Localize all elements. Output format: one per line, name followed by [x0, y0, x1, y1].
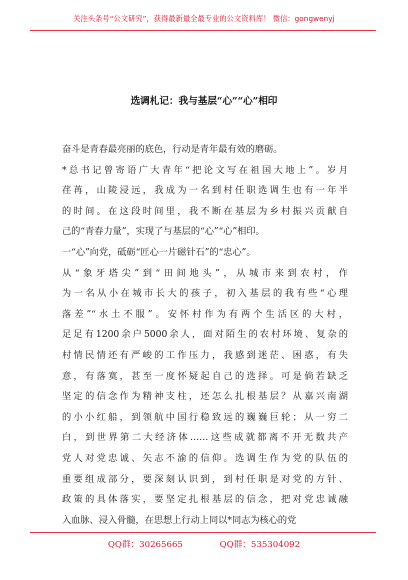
body-line: 荏苒，山陵浸远，我成为一名到村任职选调生也有一年半	[62, 185, 348, 197]
body-line: 意，有落寞，甚至一度怀疑起自己的选择。可是倘若缺乏	[62, 370, 348, 382]
footer-qq-group-1: QQ群：30265665	[107, 540, 183, 550]
body-line: 村情民情还有严峻的工作压力，我感到迷茫、困惑，有失	[62, 349, 348, 361]
body-line: 入血脉、浸入骨髓，在思想上行动上同以*同志为核心的党	[62, 514, 297, 526]
body-line: 的时间。在这段时间里，我不断在基层为乡村振兴贡献自	[62, 205, 348, 217]
body-line: 为一名从小在城市长大的孩子，初入基层的我有些“心理	[62, 288, 348, 300]
footer	[0, 538, 408, 550]
body-line: 的小小红船，到领航中国行稳致远的巍巍巨轮；从一穷二	[62, 411, 348, 423]
body-line: 己的“青春力量”，实现了与基层的“心”“心”相印。	[62, 226, 265, 238]
body-line: 白，到世界第二大经济体……这些成就都离不开无数共产	[62, 432, 348, 444]
body-line: 党人对党忠诚、矢志不渝的信仰。选调生作为党的队伍的	[62, 452, 348, 464]
body-line: 落差”“水土不服”。安怀村作为有两个生活区的大村，	[62, 308, 348, 320]
body-line: 政策的具体落实，要坚定扎根基层的信念，把对党忠诚融	[62, 494, 348, 506]
body-line: 重要组成部分，要深刻认识到，到村任职是对党的方针、	[62, 473, 348, 485]
body-line: 奋斗是青春最亮丽的底色，行动是青年最有效的磨砺。	[62, 144, 283, 155]
footer-rule	[30, 532, 376, 533]
body-line: 足足有1200余户5000余人，面对陌生的农村环境、复杂的	[62, 329, 348, 341]
footer-qq-group-2: QQ群：535304092	[219, 540, 301, 550]
header-rule	[30, 30, 376, 31]
body-line: 一“心”向党，砥砺“匠心一片磁针石”的“忠心”。	[62, 246, 256, 258]
body-line: 坚定的信念作为精神支柱，还怎么扎根基层？从嘉兴南湖	[62, 391, 348, 403]
body-line: 从“象牙塔尖”到“田间地头”，从城市来到农村，作	[62, 267, 348, 279]
document-body	[62, 140, 348, 531]
body-line: *总书记曾寄语广大青年“把论文写在祖国大地上”。岁月	[62, 164, 348, 176]
document-title: 选调札记：我与基层“心”“心”相印	[130, 96, 278, 107]
header-banner: 关注头条号“公文研究”，获得最新最全最专业的公文资料库！ 微信：gongwenyj	[73, 14, 335, 23]
